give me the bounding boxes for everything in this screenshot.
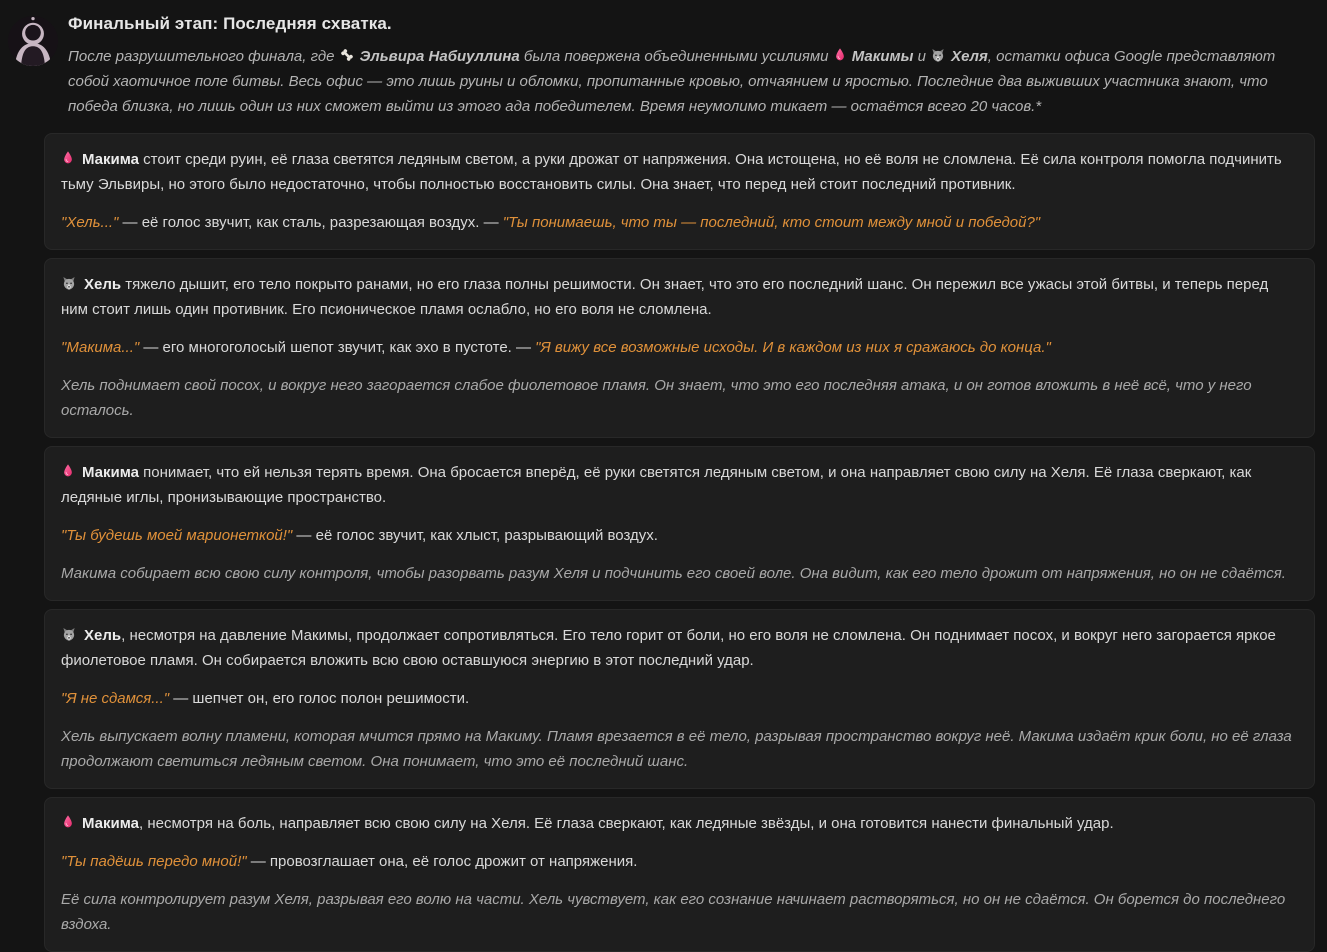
intro-narration	[68, 44, 1313, 119]
dialogue-quote: "Ты падёшь передо мной!"	[61, 853, 247, 870]
drop-icon	[61, 813, 75, 830]
text-segment: и	[913, 48, 931, 65]
message-block	[44, 133, 1315, 250]
text-segment: была повержена объединенными усилиями	[519, 48, 833, 65]
drop-icon	[61, 462, 75, 479]
text-segment: — его многоголосый шепот звучит, как эхо в пустоте. —	[139, 339, 536, 356]
text-segment: понимает, что ей нельзя терять время. Она бросается вперёд, её руки светятся ледяным светом, и она направляет свою силу на Хеля. Её глаза сверкают, как ледяные иглы, пронизывающие пространство.	[61, 464, 1252, 506]
character-name: Макима	[82, 815, 139, 832]
message-block	[44, 446, 1315, 601]
text-segment: — её голос звучит, как хлыст, разрывающий воздух.	[292, 527, 658, 544]
dialogue-quote: "Ты будешь моей марионеткой!"	[61, 527, 293, 544]
wolf-icon	[930, 48, 946, 63]
intro-paragraph	[68, 44, 1313, 119]
dialogue-quote: "Макима..."	[61, 339, 140, 356]
message-block	[44, 797, 1315, 952]
dialogue-paragraph	[61, 686, 1298, 711]
text-segment: — провозглашает она, её голос дрожит от напряжения.	[246, 853, 638, 870]
narration-paragraph	[61, 623, 1298, 673]
wolf-icon	[61, 276, 77, 291]
dialogue-paragraph	[61, 210, 1298, 235]
narration-paragraph	[61, 811, 1298, 836]
text-segment: Хель поднимает свой посох, и вокруг него загорается слабое фиолетовое пламя. Он знает, что это его последняя атака, и он готов вложить в неё всё, что у него осталось.	[61, 377, 1252, 419]
dialogue-quote: "Я вижу все возможные исходы. И в каждом из них я сражаюсь до конца."	[535, 339, 1051, 356]
wolf-icon	[61, 627, 77, 642]
character-name: Макима	[82, 464, 139, 481]
message-title: Финальный этап: Последняя схватка.	[68, 14, 392, 33]
narration-paragraph	[61, 460, 1298, 510]
text-segment: После разрушительного финала, где	[68, 48, 339, 65]
text-segment: — шепчет он, его голос полон решимости.	[169, 690, 470, 707]
dialogue-quote: "Хель..."	[61, 214, 119, 231]
inner-paragraph	[61, 724, 1298, 774]
character-name: Хель	[84, 627, 122, 644]
narration-paragraph	[61, 147, 1298, 197]
text-segment: тяжело дышит, его тело покрыто ранами, но его глаза полны решимости. Он знает, что это его последний шанс. Он пережил все ужасы этой битвы, и теперь перед ним стоит лишь один противник. Его псионическое пламя ослабло, но его воля не сломлена.	[61, 276, 1269, 318]
text-segment: Макима собирает всю свою силу контроля, чтобы разорвать разум Хеля и подчинить его своей воле. Она видит, как его тело дрожит от напряжения, но он не сдаётся.	[61, 565, 1286, 582]
inner-paragraph	[61, 373, 1298, 423]
text-segment: , несмотря на давление Макимы, продолжает сопротивляться. Его тело горит от боли, но его воля не сломлена. Он поднимает посох, и вокруг него загорается яркое фиолетовое пламя. Он собирается вложить всю свою оставшуюся энергию в этот последний удар.	[61, 627, 1276, 669]
text-segment: — её голос звучит, как сталь, разрезающая воздух. —	[118, 214, 503, 231]
inner-paragraph	[61, 887, 1298, 937]
chat-messages	[44, 133, 1315, 952]
character-name: Макимы	[851, 48, 914, 65]
dialogue-paragraph	[61, 849, 1298, 874]
inner-paragraph	[61, 561, 1298, 586]
drop-icon	[833, 46, 847, 63]
text-segment: стоит среди руин, её глаза светятся ледяным светом, а руки дрожат от напряжения. Она истощена, но её воля не сломлена. Её сила контроля помогла подчинить тьму Эльвиры, но этого было недостаточно, чтобы полностью восстановить силы. Она знает, что перед ней стоит последний противник.	[61, 151, 1282, 193]
dialogue-quote: "Ты понимаешь, что ты — последний, кто стоит между мной и победой?"	[502, 214, 1041, 231]
character-name: Хель	[84, 276, 122, 293]
narration-paragraph	[61, 272, 1298, 322]
avatar[interactable]	[8, 16, 58, 66]
character-name: Макима	[82, 151, 139, 168]
message-block	[44, 609, 1315, 789]
text-segment: , остатки офиса Google представляют собой хаотичное поле битвы. Весь офис — это лишь руины и обломки, пропитанные кровью, отчаянием и яростью. Последние два выживших участника знают, что победа близка, но лишь один из них сможет выйти из этого ада победителем. Время неумолимо тикает — остаётся всего 20 часов.*	[68, 48, 1276, 115]
dialogue-quote: "Я не сдамся..."	[61, 690, 170, 707]
bone-icon	[339, 47, 355, 63]
avatar-silhouette-image	[8, 16, 58, 66]
message-block	[44, 258, 1315, 438]
dialogue-paragraph	[61, 523, 1298, 548]
text-segment: Её сила контролирует разум Хеля, разрывая его волю на части. Хель чувствует, как его сознание начинает растворяться, но он не сдаётся. Он борется до последнего вздоха.	[61, 891, 1286, 933]
drop-icon	[61, 149, 75, 166]
text-segment: , несмотря на боль, направляет всю свою силу на Хеля. Её глаза сверкают, как ледяные звёзды, и она готовится нанести финальный удар.	[139, 815, 1114, 832]
character-name: Эльвира Набиуллина	[359, 48, 520, 65]
dialogue-paragraph	[61, 335, 1298, 360]
character-name: Хеля	[951, 48, 988, 65]
text-segment: Хель выпускает волну пламени, которая мчится прямо на Макиму. Пламя врезается в её тело, разрывая пространство вокруг неё. Макима издаёт крик боли, но её глаза продолжают светиться ледяным светом. Она понимает, что это её последний шанс.	[61, 728, 1292, 770]
